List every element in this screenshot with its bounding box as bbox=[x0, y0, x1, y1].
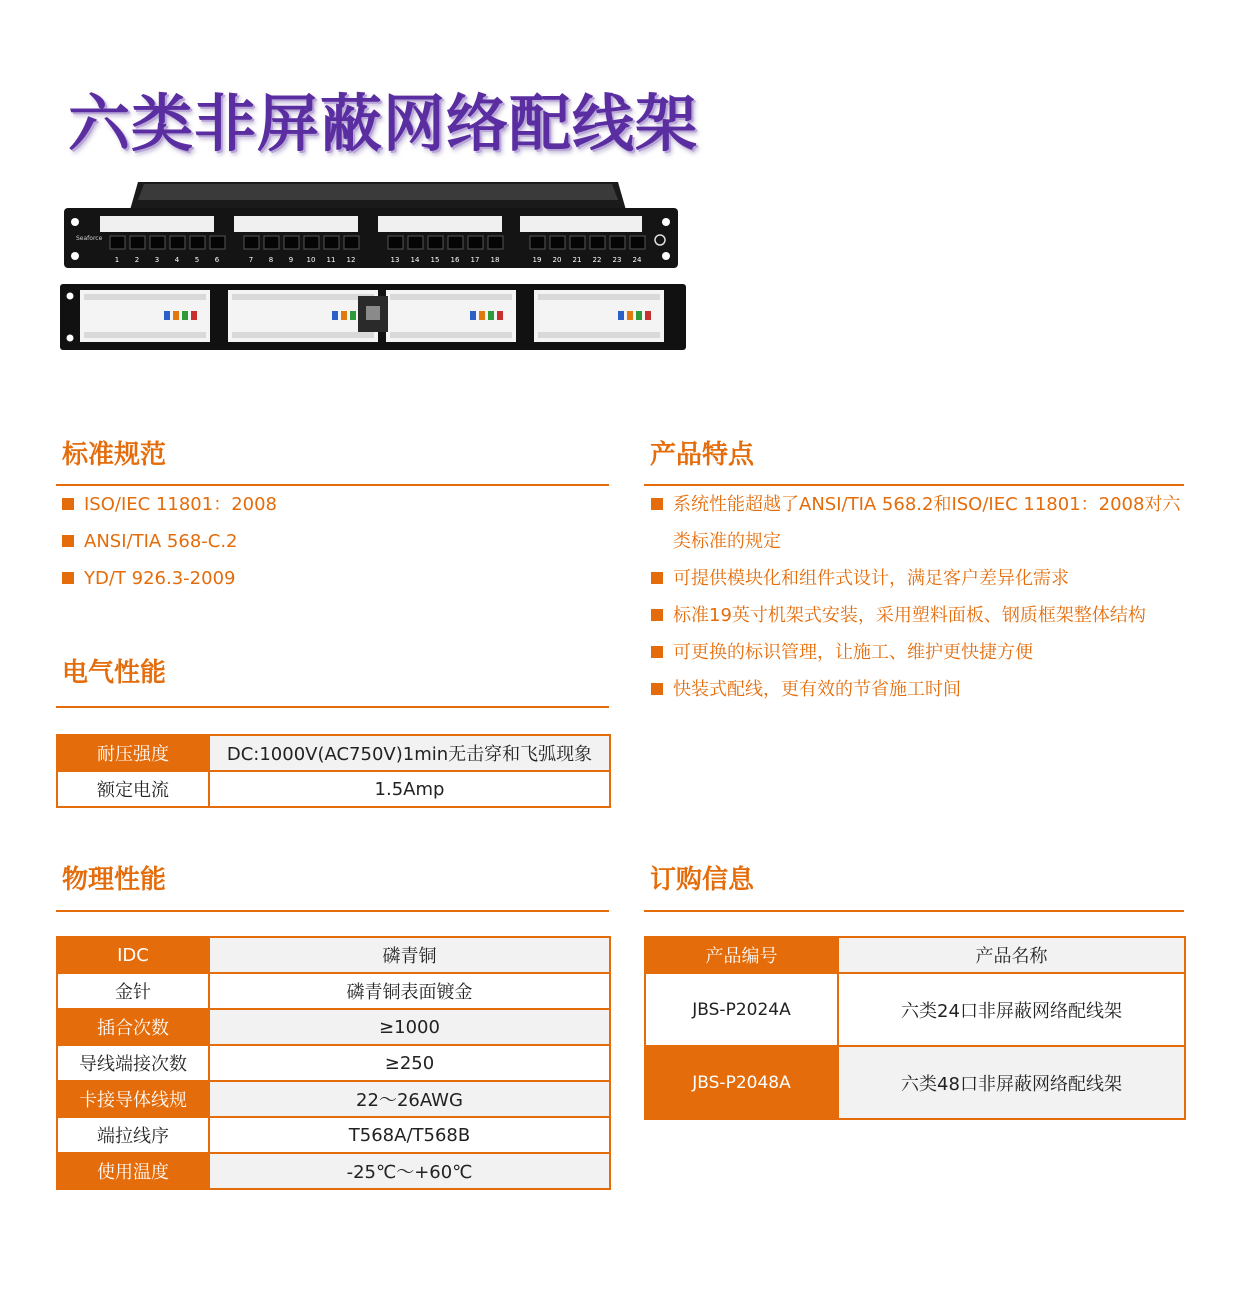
wire-color-mark bbox=[479, 311, 485, 320]
list-item: ANSI/TIA 568-C.2 bbox=[62, 523, 602, 560]
port-number: 19 bbox=[532, 256, 542, 264]
idc-strip bbox=[232, 294, 374, 300]
wire-color-mark bbox=[618, 311, 624, 320]
port-number: 6 bbox=[214, 256, 220, 264]
table-header-row bbox=[645, 937, 1185, 973]
rj45-jack bbox=[304, 236, 319, 249]
list-item: YD/T 926.3-2009 bbox=[62, 560, 602, 597]
rj45-jack bbox=[610, 236, 625, 249]
rj45-jack bbox=[488, 236, 503, 249]
table-row bbox=[645, 1046, 1185, 1119]
table-cell-label: 额定电流 bbox=[57, 771, 209, 807]
rj45-jack bbox=[630, 236, 645, 249]
table-row bbox=[57, 771, 610, 807]
standards-list bbox=[62, 486, 602, 597]
svg-text:Seaforce: Seaforce bbox=[76, 235, 103, 242]
port-number: 23 bbox=[612, 256, 622, 264]
rj45-jack bbox=[530, 236, 545, 249]
table-row bbox=[645, 973, 1185, 1046]
port-number: 22 bbox=[592, 256, 602, 264]
wire-color-mark bbox=[164, 311, 170, 320]
rj45-jack bbox=[388, 236, 403, 249]
table-cell-label: 导线端接次数 bbox=[57, 1045, 209, 1081]
wire-color-mark bbox=[332, 311, 338, 320]
bullet-square-icon bbox=[651, 498, 663, 510]
table-cell-value: 磷青铜表面镀金 bbox=[209, 973, 610, 1009]
table-row bbox=[57, 735, 610, 771]
port-number: 18 bbox=[490, 256, 500, 264]
bullet-square-icon bbox=[651, 646, 663, 658]
port-number: 9 bbox=[288, 256, 294, 264]
electrical-rule bbox=[56, 706, 609, 708]
rj45-jack bbox=[428, 236, 443, 249]
electrical-heading: 电气性能 bbox=[62, 658, 167, 688]
rj45-jack bbox=[150, 236, 165, 249]
rj45-jack bbox=[210, 236, 225, 249]
port-number: 20 bbox=[552, 256, 562, 264]
list-item: 标准19英寸机架式安装，采用塑料面板、钢质框架整体结构 bbox=[651, 597, 1181, 634]
port-number: 5 bbox=[194, 256, 200, 264]
rj45-jack bbox=[244, 236, 259, 249]
table-cell-label: IDC bbox=[57, 937, 209, 973]
list-item: 可更换的标识管理，让施工、维护更快捷方便 bbox=[651, 634, 1181, 671]
port-number: 4 bbox=[174, 256, 180, 264]
table-cell-code: JBS-P2048A bbox=[645, 1046, 838, 1119]
table-cell-label: 金针 bbox=[57, 973, 209, 1009]
table-cell-value: ≥250 bbox=[209, 1045, 610, 1081]
table-cell-label: 端拉线序 bbox=[57, 1117, 209, 1153]
table-row bbox=[57, 973, 610, 1009]
wire-color-mark bbox=[341, 311, 347, 320]
rj45-jack bbox=[468, 236, 483, 249]
port-number: 14 bbox=[410, 256, 420, 264]
port-number: 7 bbox=[248, 256, 254, 264]
wire-color-mark bbox=[627, 311, 633, 320]
table-cell-value: T568A/T568B bbox=[209, 1117, 610, 1153]
wire-color-mark bbox=[173, 311, 179, 320]
bullet-square-icon bbox=[651, 683, 663, 695]
list-item: 可提供模块化和组件式设计，满足客户差异化需求 bbox=[651, 560, 1181, 597]
electrical-table bbox=[56, 734, 611, 808]
rj45-jack bbox=[110, 236, 125, 249]
rj45-jack bbox=[130, 236, 145, 249]
table-row bbox=[57, 1081, 610, 1117]
wire-color-mark bbox=[645, 311, 651, 320]
port-number: 13 bbox=[390, 256, 400, 264]
wire-color-mark bbox=[497, 311, 503, 320]
ordering-heading: 订购信息 bbox=[650, 865, 755, 895]
port-number: 10 bbox=[306, 256, 316, 264]
table-row bbox=[57, 1045, 610, 1081]
table-cell-value: 1.5Amp bbox=[209, 771, 610, 807]
physical-heading: 物理性能 bbox=[62, 865, 167, 895]
rj45-jack bbox=[448, 236, 463, 249]
port-number: 2 bbox=[134, 256, 140, 264]
table-cell-value: 22～26AWG bbox=[209, 1081, 610, 1117]
table-cell-value: -25℃～+60℃ bbox=[209, 1153, 610, 1189]
idc-strip bbox=[538, 294, 660, 300]
physical-table bbox=[56, 936, 611, 1190]
patch-panel-image bbox=[58, 178, 688, 378]
wire-color-mark bbox=[470, 311, 476, 320]
rj45-jack bbox=[190, 236, 205, 249]
page-title: 六类非屏蔽网络配线架 bbox=[68, 87, 699, 160]
table-cell-name: 六类24口非屏蔽网络配线架 bbox=[838, 973, 1185, 1046]
features-list bbox=[651, 486, 1181, 708]
idc-strip bbox=[232, 332, 374, 338]
list-item: 系统性能超越了ANSI/TIA 568.2和ISO/IEC 11801：2008对六类标准的规定 bbox=[651, 486, 1181, 560]
idc-strip bbox=[390, 294, 512, 300]
wire-color-mark bbox=[182, 311, 188, 320]
table-row bbox=[57, 1117, 610, 1153]
rj45-jack bbox=[264, 236, 279, 249]
wire-color-mark bbox=[350, 311, 356, 320]
standards-heading: 标准规范 bbox=[62, 440, 167, 470]
port-number: 3 bbox=[154, 256, 160, 264]
rj45-jack bbox=[170, 236, 185, 249]
ordering-rule bbox=[644, 910, 1184, 912]
table-cell-value: 磷青铜 bbox=[209, 937, 610, 973]
port-number: 11 bbox=[326, 256, 336, 264]
table-header-name: 产品名称 bbox=[838, 937, 1185, 973]
wire-color-mark bbox=[636, 311, 642, 320]
table-cell-label: 插合次数 bbox=[57, 1009, 209, 1045]
bullet-square-icon bbox=[62, 535, 74, 547]
table-cell-value: DC:1000V(AC750V)1min无击穿和飞弧现象 bbox=[209, 735, 610, 771]
table-cell-code: JBS-P2024A bbox=[645, 973, 838, 1046]
wire-color-mark bbox=[191, 311, 197, 320]
port-number: 15 bbox=[430, 256, 440, 264]
bullet-square-icon bbox=[651, 609, 663, 621]
idc-strip bbox=[538, 332, 660, 338]
bullet-square-icon bbox=[62, 572, 74, 584]
port-number: 21 bbox=[572, 256, 582, 264]
rj45-jack bbox=[344, 236, 359, 249]
table-header-code: 产品编号 bbox=[645, 937, 838, 973]
bullet-square-icon bbox=[651, 572, 663, 584]
wire-color-mark bbox=[488, 311, 494, 320]
bullet-square-icon bbox=[62, 498, 74, 510]
table-cell-label: 卡接导体线规 bbox=[57, 1081, 209, 1117]
port-number: 12 bbox=[346, 256, 356, 264]
table-row bbox=[57, 1153, 610, 1189]
table-cell-label: 使用温度 bbox=[57, 1153, 209, 1189]
table-row bbox=[57, 1009, 610, 1045]
port-number: 24 bbox=[632, 256, 642, 264]
port-number: 8 bbox=[268, 256, 274, 264]
table-cell-label: 耐压强度 bbox=[57, 735, 209, 771]
rj45-jack bbox=[590, 236, 605, 249]
port-number: 17 bbox=[470, 256, 480, 264]
table-cell-value: ≥1000 bbox=[209, 1009, 610, 1045]
rj45-jack bbox=[408, 236, 423, 249]
idc-strip bbox=[84, 332, 206, 338]
idc-strip bbox=[84, 294, 206, 300]
physical-rule bbox=[56, 910, 609, 912]
ordering-table bbox=[644, 936, 1186, 1120]
rj45-jack bbox=[550, 236, 565, 249]
rj45-jack bbox=[324, 236, 339, 249]
features-heading: 产品特点 bbox=[650, 440, 755, 470]
rj45-jack bbox=[284, 236, 299, 249]
table-row bbox=[57, 937, 610, 973]
table-cell-name: 六类48口非屏蔽网络配线架 bbox=[838, 1046, 1185, 1119]
list-item: ISO/IEC 11801：2008 bbox=[62, 486, 602, 523]
list-item: 快装式配线，更有效的节省施工时间 bbox=[651, 671, 1181, 708]
port-number: 1 bbox=[114, 256, 120, 264]
rj45-jack bbox=[570, 236, 585, 249]
idc-strip bbox=[390, 332, 512, 338]
port-number: 16 bbox=[450, 256, 460, 264]
